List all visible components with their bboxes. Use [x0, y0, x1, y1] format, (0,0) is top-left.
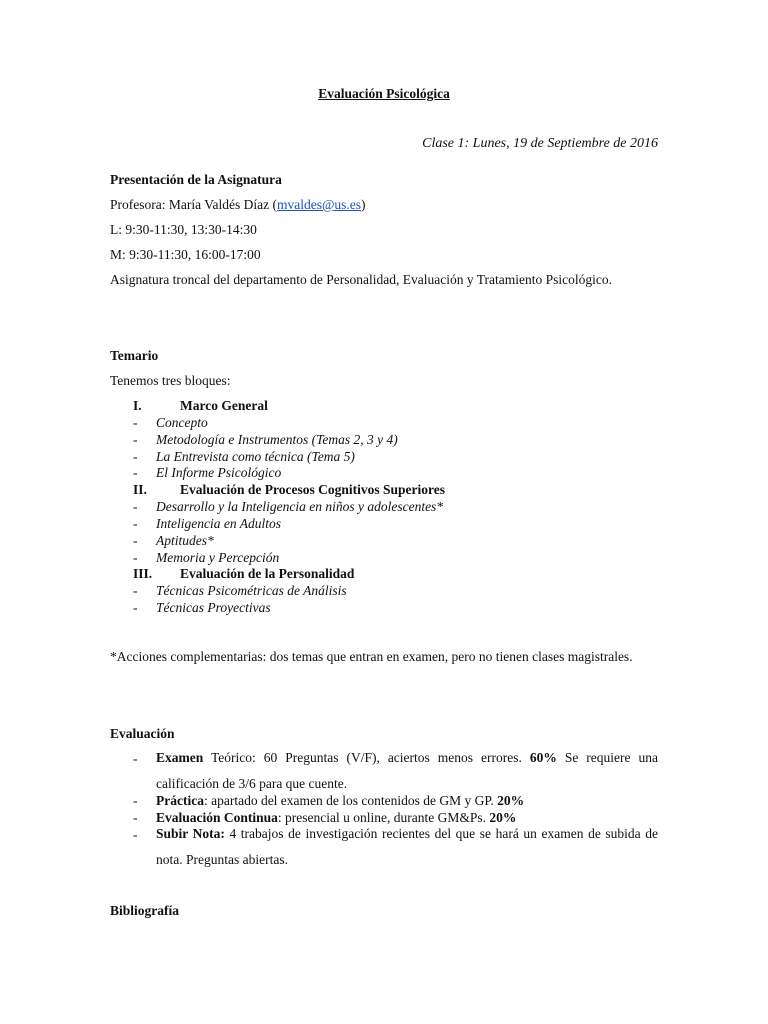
- professor-email-link[interactable]: mvaldes@us.es: [276, 197, 361, 212]
- eval-label: Evaluación Continua: [156, 810, 278, 825]
- eval-text: Teórico: 60 Preguntas (V/F), aciertos menos errores.: [203, 750, 530, 765]
- list-item: Aptitudes*: [156, 533, 214, 548]
- list-dash: -: [133, 533, 138, 548]
- eval-rest: Se requiere una calificación de 3/6 para que cuente.: [156, 750, 658, 791]
- list-item: Concepto: [156, 415, 208, 430]
- presentation-heading: Presentación de la Asignatura: [110, 172, 282, 187]
- eval-text: : apartado del examen de los contenidos de GM y GP.: [203, 793, 498, 808]
- temario-intro: Tenemos tres bloques:: [110, 373, 231, 388]
- block-title: Evaluación de la Personalidad: [180, 566, 355, 581]
- eval-item-grade-up: [156, 821, 658, 873]
- list-item: Técnicas Psicométricas de Análisis: [156, 583, 347, 598]
- list-dash: -: [133, 465, 138, 480]
- list-dash: -: [133, 583, 138, 598]
- block-numeral: III.: [133, 566, 153, 581]
- list-dash: -: [133, 516, 138, 531]
- list-item: Memoria y Percepción: [156, 550, 280, 565]
- eval-percent: 20%: [489, 810, 517, 825]
- block-numeral: II.: [133, 482, 147, 497]
- list-dash: -: [133, 793, 138, 808]
- eval-text: 4 trabajos de investigación recientes del que se hará un examen de subida de nota. Preguntas abiertas.: [156, 826, 658, 867]
- list-dash: -: [133, 810, 138, 825]
- bibliografia-heading: Bibliografía: [110, 903, 180, 918]
- complementary-note: *Acciones complementarias: dos temas que entran en examen, pero no tienen clases magistrales.: [110, 649, 633, 664]
- eval-label: Práctica: [156, 793, 204, 808]
- list-item: Técnicas Proyectivas: [156, 600, 271, 615]
- eval-item-practice: [156, 793, 524, 809]
- list-dash: -: [133, 550, 138, 565]
- eval-text: : presencial u online, durante GM&Ps.: [277, 810, 490, 825]
- evaluacion-heading: Evaluación: [110, 726, 175, 741]
- list-dash: -: [133, 449, 138, 464]
- list-item: La Entrevista como técnica (Tema 5): [156, 449, 355, 464]
- list-dash: -: [133, 827, 138, 842]
- document-title: Evaluación Psicológica: [318, 86, 450, 101]
- list-item: Desarrollo y la Inteligencia en niños y adolescentes*: [156, 499, 444, 514]
- class-date: Clase 1: Lunes, 19 de Septiembre de 2016: [422, 136, 658, 151]
- list-dash: -: [133, 415, 138, 430]
- professor-line: [110, 197, 366, 213]
- eval-label: Examen: [156, 750, 204, 765]
- eval-percent: 20%: [497, 793, 525, 808]
- list-dash: -: [133, 751, 138, 766]
- list-dash: -: [133, 499, 138, 514]
- list-item: Inteligencia en Adultos: [156, 516, 281, 531]
- block-numeral: I.: [133, 398, 142, 413]
- list-item: Metodología e Instrumentos (Temas 2, 3 y 4): [156, 432, 398, 447]
- professor-label: Profesora: María Valdés Díaz (: [110, 197, 277, 212]
- course-description: Asignatura troncal del departamento de Personalidad, Evaluación y Tratamiento Psicológico.: [110, 272, 612, 287]
- list-dash: -: [133, 600, 138, 615]
- eval-item-exam: [156, 745, 658, 797]
- temario-heading: Temario: [110, 348, 159, 363]
- professor-close: ): [361, 197, 366, 212]
- block-title: Marco General: [180, 398, 268, 413]
- eval-percent: 60%: [529, 750, 557, 765]
- schedule-tuesday: M: 9:30-11:30, 16:00-17:00: [110, 247, 261, 262]
- list-item: El Informe Psicológico: [156, 465, 282, 480]
- block-title: Evaluación de Procesos Cognitivos Superiores: [180, 482, 446, 497]
- eval-label: Subir Nota:: [156, 826, 225, 841]
- schedule-monday: L: 9:30-11:30, 13:30-14:30: [110, 222, 257, 237]
- list-dash: -: [133, 432, 138, 447]
